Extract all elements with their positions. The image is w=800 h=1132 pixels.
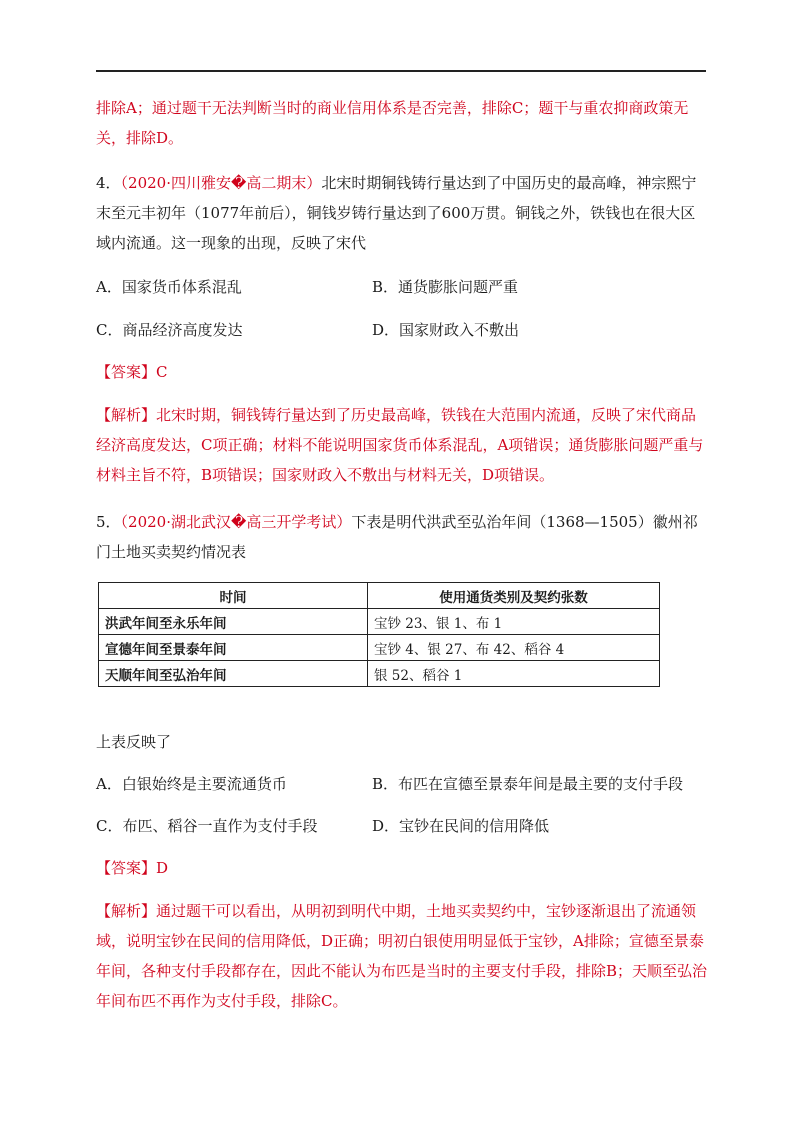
table-cell-period: 洪武年间至永乐年间: [99, 609, 368, 635]
q4-option-a: A．国家货币体系混乱: [96, 278, 242, 296]
q5-answer-tag: 【答案】: [96, 859, 157, 877]
q4-option-b: B．通货膨胀问题严重: [372, 278, 519, 296]
header-rule: [96, 70, 706, 72]
q4-answer-value: C: [156, 363, 168, 381]
q5-source: （2020·湖北武汉�高三开学考试）: [120, 513, 352, 531]
table-header-cell: 时间: [99, 583, 368, 609]
q5-analysis: [96, 896, 708, 1016]
q4-analysis-text: 北宋时期，铜钱铸行量达到了历史最高峰，铁钱在大范围内流通，反映了宋代商品经济高度发达，C项正确；材料不能说明国家货币体系混乱，A项错误；通货膨胀问题严重与材料主旨不符，B项错误；国家财政入不敷出与材料无关，D项错误。: [96, 406, 704, 484]
q4-stem: 北宋时期铜钱铸行量达到了中国历史的最高峰，神宗熙宁末至元丰初年（1077年前后），铜钱岁铸行量达到了600万贯。铜钱之外，铁钱也在很大区域内流通。这一现象的出现，反映了宋代: [96, 174, 697, 252]
q5-stem: 下表是明代洪武至弘治年间（1368—1505）徽州祁门土地买卖契约情况表: [96, 513, 698, 561]
q4-answer-tag: 【答案】: [96, 363, 157, 381]
q4-option-d: D．国家财政入不敷出: [372, 321, 520, 339]
q5-option-c: C．布匹、稻谷一直作为支付手段: [96, 817, 318, 835]
table-row: [99, 609, 660, 635]
table-cell-currency: 宝钞 4、银 27、布 42、稻谷 4: [368, 635, 660, 661]
prev-explanation: 排除A；通过题干无法判断当时的商业信用体系是否完善，排除C；题干与重农抑商政策无关，排除D。: [96, 99, 689, 147]
currency-table: [98, 582, 660, 687]
q4-answer: [96, 357, 168, 387]
q5-option-a: A．白银始终是主要流通货币: [96, 775, 287, 793]
table-row: [99, 635, 660, 661]
table-header-row: [99, 583, 660, 609]
table-cell-period: 天顺年间至弘治年间: [99, 661, 368, 687]
q5-answer-value: D: [156, 859, 169, 877]
q5-option-d: D．宝钞在民间的信用降低: [372, 817, 550, 835]
q5-number: 5．: [96, 513, 121, 531]
q5-follow: 上表反映了: [96, 733, 172, 751]
q4-source: （2020·四川雅安�高二期末）: [120, 174, 322, 192]
table-header-cell: 使用通货类别及契约张数: [368, 583, 660, 609]
table-cell-period: 宣德年间至景泰年间: [99, 635, 368, 661]
table-cell-currency: 银 52、稻谷 1: [368, 661, 660, 687]
q5-question: [96, 507, 708, 567]
q4-analysis: [96, 400, 708, 490]
q5-analysis-text: 通过题干可以看出，从明初到明代中期，土地买卖契约中，宝钞逐渐退出了流通领域，说明宝钞在民间的信用降低，D正确；明初白银使用明显低于宝钞，A排除；宣德至景泰年间，各种支付手段都存在，因此不能认为布匹是当时的主要支付手段，排除B；天顺至弘治年间布匹不再作为支付手段，排除C。: [96, 902, 708, 1010]
table-row: [99, 661, 660, 687]
q5-analysis-tag: 【解析】: [96, 902, 157, 920]
q4-question: [96, 168, 708, 258]
q4-number: 4．: [96, 174, 121, 192]
q5-answer: [96, 853, 168, 883]
q4-analysis-tag: 【解析】: [96, 406, 157, 424]
table-cell-currency: 宝钞 23、银 1、布 1: [368, 609, 660, 635]
q4-option-c: C．商品经济高度发达: [96, 321, 243, 339]
q5-option-b: B．布匹在宣德至景泰年间是最主要的支付手段: [372, 775, 684, 793]
